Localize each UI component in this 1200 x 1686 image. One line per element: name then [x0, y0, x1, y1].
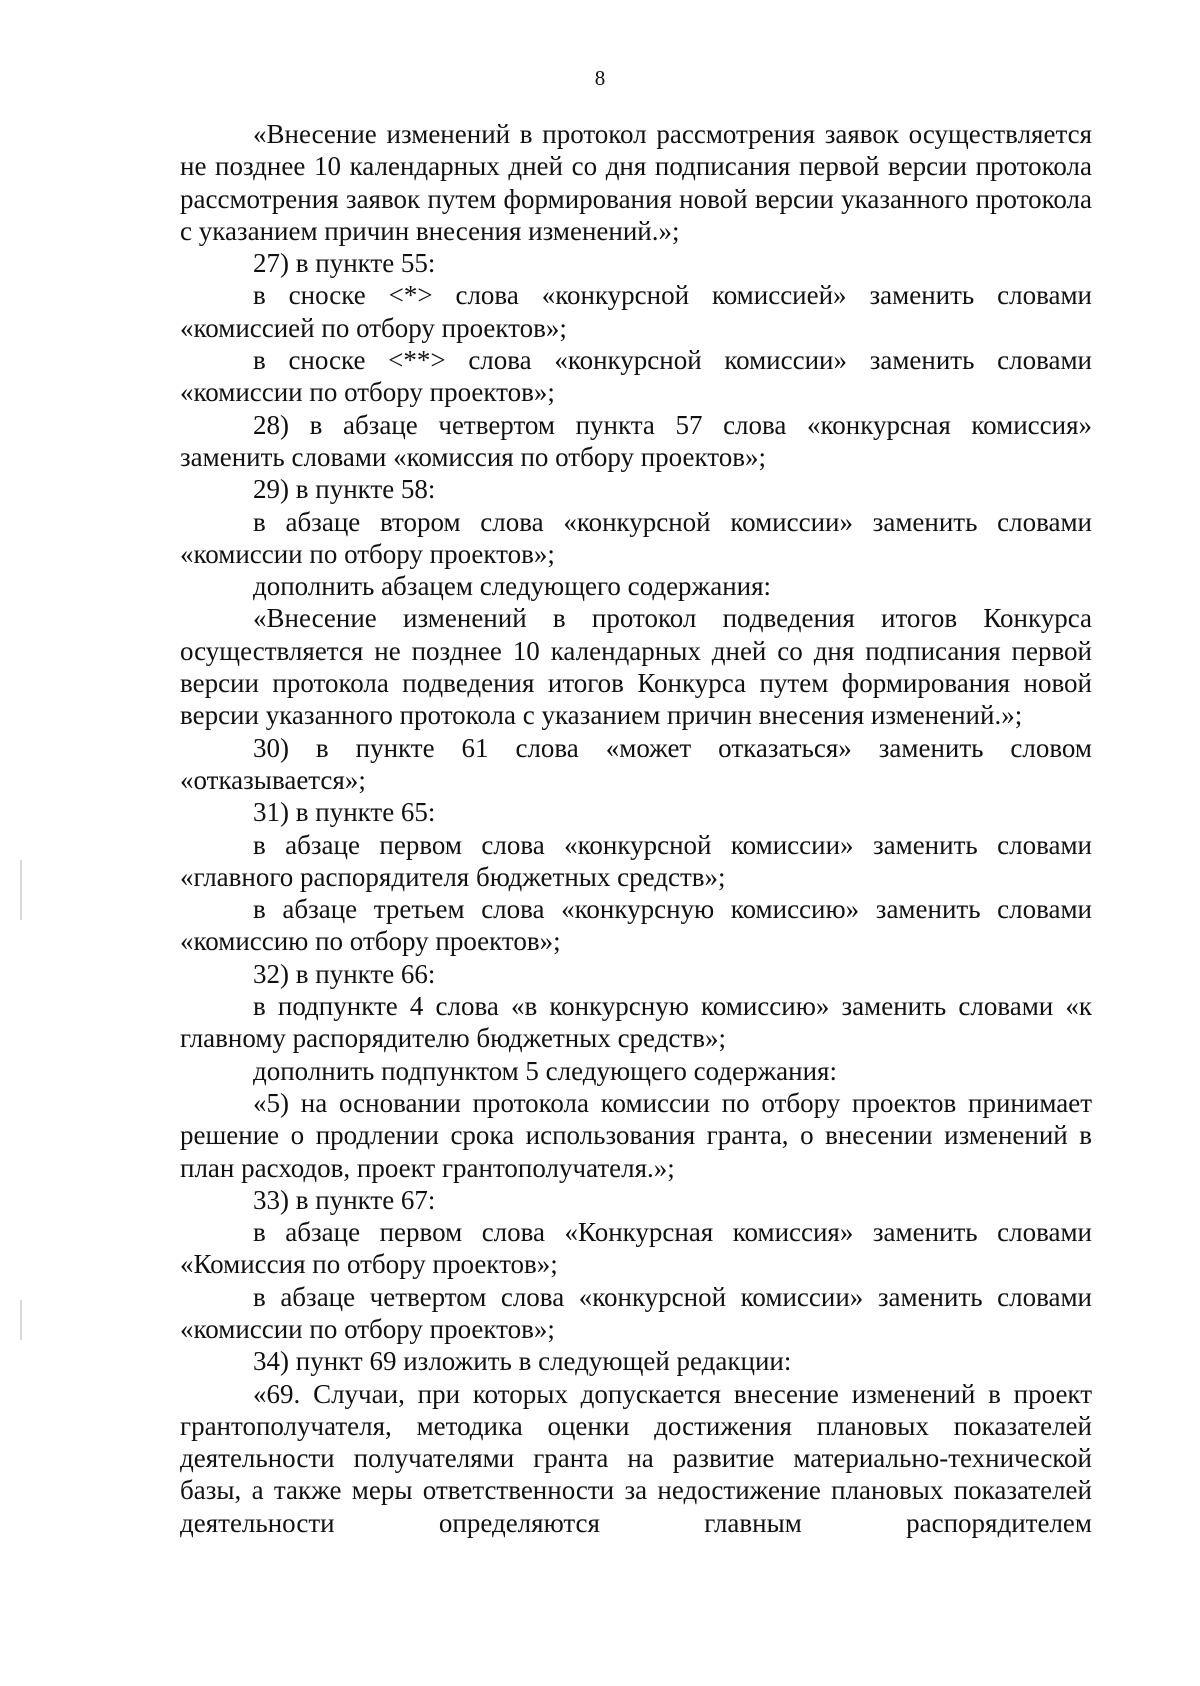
- paragraph: «5) на основании протокола комиссии по отбору проектов принимает решение о продлении срока использования гранта, о внесении изменений в план расходов, проект грантополучателя.»;: [180, 1087, 1092, 1183]
- paragraph: 33) в пункте 67:: [253, 1184, 436, 1215]
- paragraph: в абзаце третьем слова «конкурсную комиссию» заменить словами «комиссию по отбору проектов»;: [180, 894, 1092, 957]
- paragraph: в подпункте 4 слова «в конкурсную комиссию» заменить словами «к главному распорядителю бюджетных средств»;: [180, 991, 1092, 1054]
- paragraph: «Внесение изменений в протокол рассмотрения заявок осуществляется не позднее 10 календарных дней со дня подписания первой версии протокола рассмотрения заявок путем формирования новой версии указанного протокола с указанием причин внесения изменений.»;: [180, 119, 1092, 246]
- paragraph: дополнить подпунктом 5 следующего содержания:: [253, 1055, 837, 1086]
- document-body: [180, 118, 1092, 1539]
- paragraph: дополнить абзацем следующего содержания:: [253, 571, 772, 602]
- paragraph: 28) в абзаце четвертом пункта 57 слова «конкурсная комиссия» заменить словами «комиссия по отбору проектов»;: [180, 409, 1092, 472]
- paragraph: в абзаце четвертом слова «конкурсной комиссии» заменить словами «комиссии по отбору проектов»;: [180, 1281, 1092, 1344]
- paragraph: в сноске <**> слова «конкурсной комиссии» заменить словами «комиссии по отбору проектов»;: [180, 345, 1092, 408]
- paragraph: в абзаце втором слова «конкурсной комиссии» заменить словами «комиссии по отбору проектов»;: [180, 506, 1092, 569]
- scan-edge-mark: [20, 1300, 22, 1340]
- paragraph: 27) в пункте 55:: [253, 248, 436, 279]
- paragraph: 30) в пункте 61 слова «может отказаться» заменить словом «отказывается»;: [180, 732, 1092, 795]
- paragraph: 32) в пункте 66:: [253, 958, 436, 989]
- page-number: 8: [594, 66, 606, 90]
- paragraph: в абзаце первом слова «Конкурсная комиссия» заменить словами «Комиссия по отбору проектов»;: [180, 1217, 1092, 1280]
- paragraph: «Внесение изменений в протокол подведения итогов Конкурса осуществляется не позднее 10 календарных дней со дня подписания первой версии протокола подведения итогов Конкурса путем формирования новой версии указанного протокола с указанием причин внесения изменений.»;: [180, 603, 1092, 731]
- paragraph: в абзаце первом слова «конкурсной комиссии» заменить словами «главного распорядителя бюджетных средств»;: [180, 829, 1092, 892]
- paragraph: 34) пункт 69 изложить в следующей редакции:: [253, 1346, 792, 1377]
- scan-edge-mark: [20, 860, 22, 920]
- paragraph: в сноске <*> слова «конкурсной комиссией» заменить словами «комиссией по отбору проектов»;: [180, 280, 1092, 343]
- paragraph: 29) в пункте 58:: [253, 474, 436, 505]
- paragraph: «69. Случаи, при которых допускается внесение изменений в проект грантополучателя, методика оценки достижения плановых показателей деятельности получателями гранта на развитие материально-технической базы, а также меры ответственности за недостижение плановых показателей деятельности определяются главным распорядителем: [180, 1378, 1092, 1538]
- paragraph: 31) в пункте 65:: [253, 797, 436, 828]
